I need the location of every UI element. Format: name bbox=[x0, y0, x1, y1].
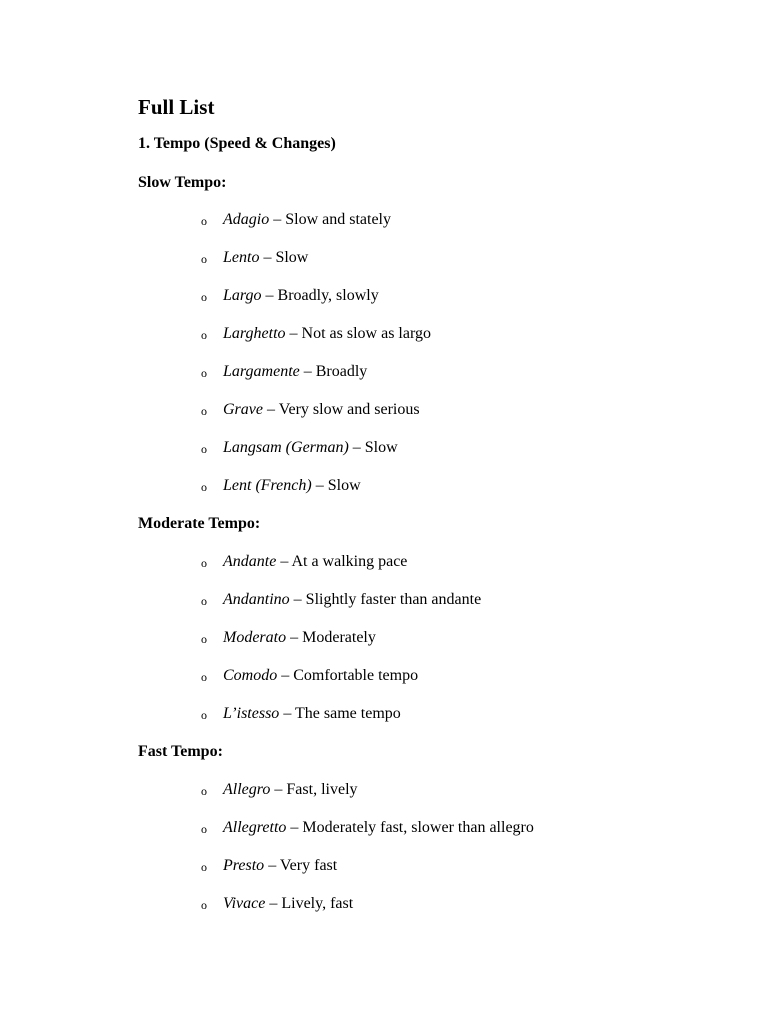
term-name: Allegro bbox=[223, 781, 271, 798]
term-definition: – Broadly bbox=[299, 363, 368, 380]
term-entry bbox=[223, 894, 353, 914]
bullet-icon: o bbox=[201, 632, 207, 646]
term-entry bbox=[223, 552, 407, 572]
bullet-icon: o bbox=[201, 480, 207, 494]
term-entry bbox=[223, 818, 534, 838]
term-entry bbox=[223, 856, 337, 876]
group-heading-slow: Slow Tempo: bbox=[138, 174, 227, 191]
bullet-icon: o bbox=[201, 366, 207, 380]
term-definition: – Very slow and serious bbox=[262, 401, 420, 418]
bullet-icon: o bbox=[201, 898, 207, 912]
term-name: Grave bbox=[223, 401, 263, 418]
term-entry bbox=[223, 704, 401, 724]
bullet-icon: o bbox=[201, 860, 207, 874]
term-definition: – Lively, fast bbox=[265, 895, 354, 912]
term-name: Andantino bbox=[223, 591, 290, 608]
term-name: Comodo bbox=[223, 667, 278, 684]
term-definition: – The same tempo bbox=[279, 705, 401, 722]
term-name: Presto bbox=[223, 857, 265, 874]
section-heading: 1. Tempo (Speed & Changes) bbox=[138, 135, 336, 152]
term-definition: – Comfortable tempo bbox=[277, 667, 419, 684]
document-title: Full List bbox=[138, 95, 215, 119]
term-definition: – Moderately fast, slower than allegro bbox=[286, 819, 534, 836]
term-entry bbox=[223, 438, 398, 458]
term-name: Lent (French) bbox=[223, 477, 312, 494]
bullet-icon: o bbox=[201, 822, 207, 836]
term-entry bbox=[223, 628, 376, 648]
bullet-icon: o bbox=[201, 214, 207, 228]
term-name: Largo bbox=[223, 287, 262, 304]
term-definition: – Very fast bbox=[264, 857, 338, 874]
term-name: Largamente bbox=[223, 363, 300, 380]
term-entry bbox=[223, 362, 367, 382]
term-name: Langsam (German) bbox=[223, 439, 349, 456]
term-definition: – Not as slow as largo bbox=[285, 325, 431, 342]
group-heading-fast: Fast Tempo: bbox=[138, 743, 223, 760]
term-entry bbox=[223, 780, 358, 800]
bullet-icon: o bbox=[201, 290, 207, 304]
bullet-icon: o bbox=[201, 784, 207, 798]
term-definition: – Moderately bbox=[286, 629, 376, 646]
term-definition: – At a walking pace bbox=[276, 553, 408, 570]
term-definition: – Fast, lively bbox=[270, 781, 358, 798]
term-name: Larghetto bbox=[223, 325, 286, 342]
bullet-icon: o bbox=[201, 252, 207, 266]
bullet-icon: o bbox=[201, 556, 207, 570]
term-definition: – Slightly faster than andante bbox=[289, 591, 482, 608]
bullet-icon: o bbox=[201, 670, 207, 684]
term-definition: – Slow and stately bbox=[269, 211, 391, 228]
group-heading-moderate: Moderate Tempo: bbox=[138, 515, 261, 532]
term-name: Andante bbox=[223, 553, 277, 570]
term-name: Adagio bbox=[223, 211, 270, 228]
bullet-icon: o bbox=[201, 404, 207, 418]
bullet-icon: o bbox=[201, 442, 207, 456]
term-definition: – Slow bbox=[311, 477, 361, 494]
bullet-icon: o bbox=[201, 708, 207, 722]
bullet-icon: o bbox=[201, 594, 207, 608]
term-definition: – Slow bbox=[259, 249, 309, 266]
term-entry bbox=[223, 476, 361, 496]
term-entry bbox=[223, 400, 420, 420]
term-name: L’istesso bbox=[223, 705, 280, 722]
term-entry bbox=[223, 210, 391, 230]
term-name: Allegretto bbox=[223, 819, 287, 836]
bullet-icon: o bbox=[201, 328, 207, 342]
term-entry bbox=[223, 324, 431, 344]
term-entry bbox=[223, 286, 379, 306]
term-name: Lento bbox=[223, 249, 260, 266]
term-entry bbox=[223, 666, 418, 686]
term-name: Vivace bbox=[223, 895, 266, 912]
term-definition: – Slow bbox=[348, 439, 398, 456]
term-entry bbox=[223, 590, 481, 610]
term-name: Moderato bbox=[223, 629, 287, 646]
term-entry bbox=[223, 248, 308, 268]
term-definition: – Broadly, slowly bbox=[261, 287, 379, 304]
